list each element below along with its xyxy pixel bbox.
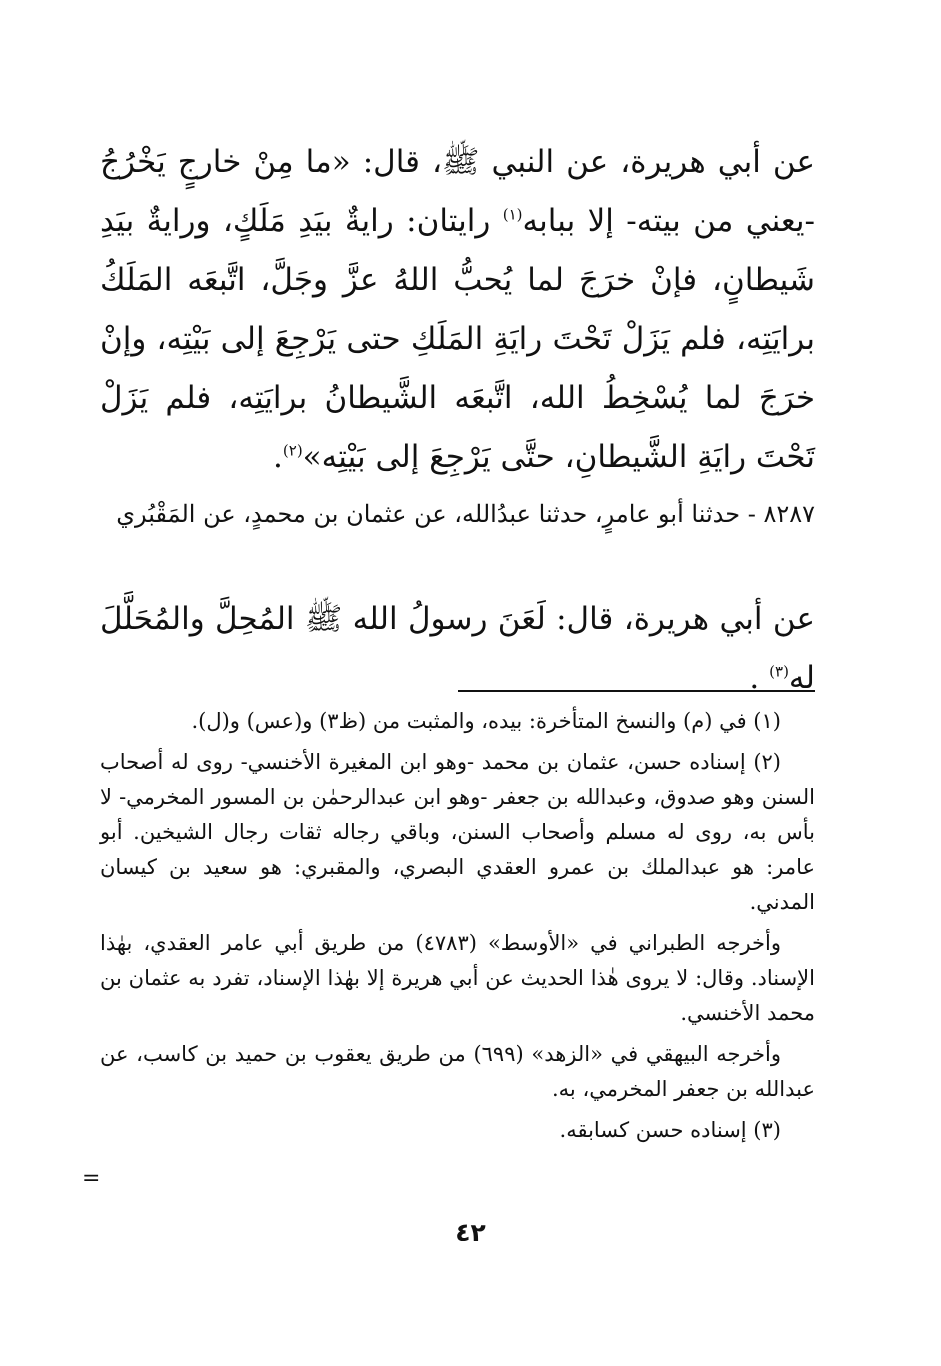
footnote-2-takhrij-2: وأخرجه البيهقي في «الزهد» (٦٩٩) من طريق يعقوب بن حميد بن كاسب، عن عبدالله بن جعفر المخرمي، به. (100, 1042, 815, 1101)
hadith-text-2-body: عن أبي هريرة، قال: لَعَنَ رسولُ الله ﷺ المُحِلَّ والمُحَلَّلَ له (100, 601, 815, 696)
footnote-2: (٢) إسناده حسن، عثمان بن محمد -وهو ابن المغيرة الأخنسي- روى له أصحاب السنن وهو صدوق، وعبدالله بن جعفر -وهو ابن عبدالرحمٰن بن المسور المخرمي- لا بأس به، روى له مسلم وأصحاب السنن، وباقي رجاله ثقات رجال الشيخين. أبو عامر: هو عبدالملك بن عمرو العقدي البصري، والمقبري: هو سعيد بن كيسان المدني. (100, 750, 815, 914)
hadith-isnad: ٨٢٨٧ - حدثنا أبو عامرٍ، حدثنا عبدُالله، عن عثمان بن محمدٍ، عن المَقْبُري (116, 500, 815, 528)
footnote-ref-2: (٢) (282, 441, 303, 460)
hadith-text-2-end: . (749, 660, 770, 696)
footnote-ref-1: (١) (502, 205, 523, 224)
hadith-text-end: . (273, 439, 283, 475)
footnote-1: (١) في (م) والنسخ المتأخرة: بيده، والمثبت من (ظ٣) و(عس) و(ل). (191, 709, 781, 733)
footnote-ref-3: (٣) (769, 662, 789, 681)
continuation-mark: = (82, 1166, 101, 1191)
hadith-text-part-2: رايتان: رايةٌ بيَدِ مَلَكٍ، ورايةٌ بيَدِ شَيطانٍ، فإنْ خرَجَ لما يُحبُّ اللهُ عزَّ وجَلَّ، اتَّبعَه المَلَكُ برايَتِه، فلم يَزَلْ تَحْتَ رايَةِ المَلَكِ حتى يَرْجِعَ إلى بَيْتِه، وإنْ خرَجَ لما يُسْخِطُ الله، اتَّبعَه الشَّيطانُ برايَتِه، فلم يَزَلْ تَحْتَ رايَةِ الشَّيطانِ، حتَّى يَرْجِعَ إلى بَيْتِه» (100, 203, 815, 475)
page-number: ٤٢ (455, 1218, 486, 1247)
footnotes (100, 704, 815, 1154)
footnote-divider (458, 690, 815, 692)
footnote-3: (٣) إسناده حسن كسابقه. (559, 1118, 781, 1142)
footnote-2-takhrij-1: وأخرجه الطبراني في «الأوسط» (٤٧٨٣) من طريق أبي عامر العقدي، بهٰذا الإسناد. وقال: لا يروى هٰذا الحديث عن أبي هريرة إلا بهٰذا الإسناد، تفرد به عثمان بن محمد الأخنسي. (100, 931, 815, 1025)
hadith-text (100, 133, 815, 487)
hadith-text-part-1: عن أبي هريرة، عن النبي ﷺ، قال: «ما مِنْ خارجٍ يَخْرُجُ -يعني من بيته- إلا ببابه (100, 144, 815, 239)
